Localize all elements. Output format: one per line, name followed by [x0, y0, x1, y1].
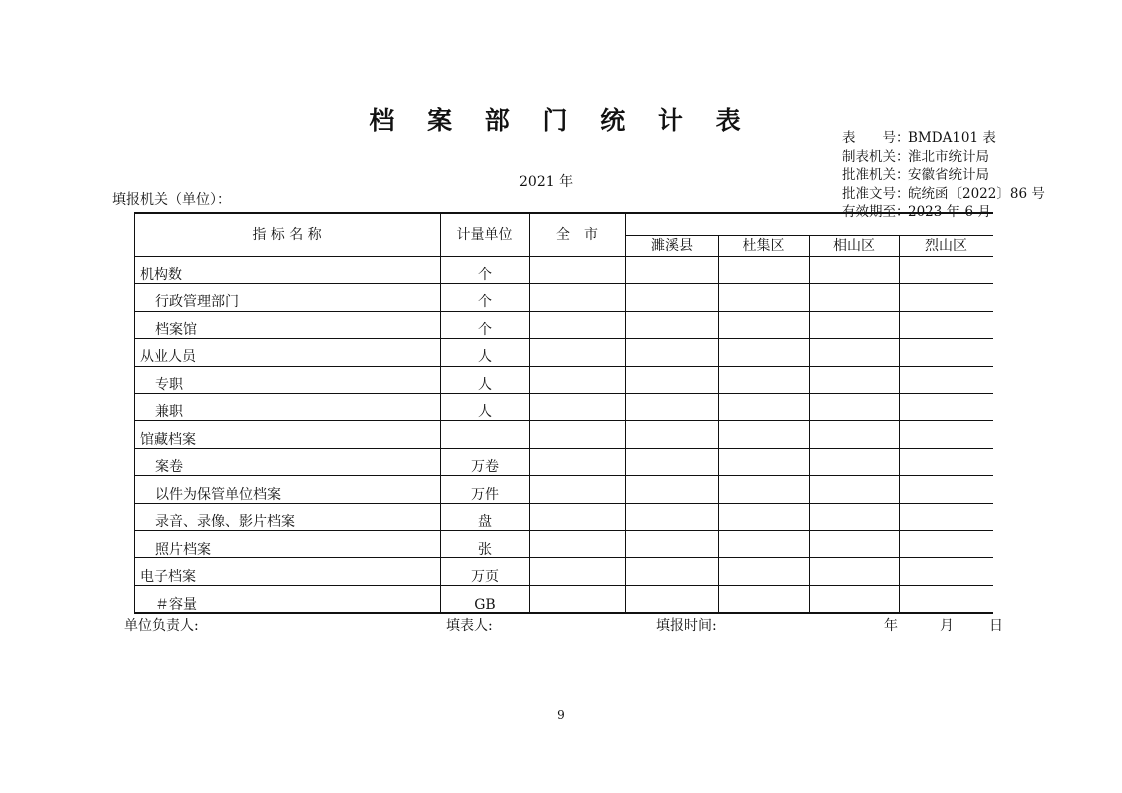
meta-label: 有效期至： [842, 204, 910, 220]
row-label: ＃容量 [155, 597, 197, 613]
header-district: 烈山区 [925, 238, 967, 254]
meta-value: 安徽省统计局 [908, 167, 989, 183]
meta-label: 批准机关： [842, 167, 910, 183]
meta-value: 皖统函〔2022〕86 号 [908, 185, 1045, 202]
row-divider [134, 311, 993, 312]
row-unit: 人 [478, 349, 492, 365]
meta-line-approver [842, 166, 1045, 185]
header-district: 杜集区 [742, 238, 785, 254]
row-unit: 万件 [471, 487, 499, 503]
row-label: 专职 [155, 377, 183, 393]
meta-value: 2023 年 6 月 [908, 204, 991, 220]
header-bottom-border [134, 256, 993, 257]
meta-label: 表 号： [842, 130, 910, 146]
row-unit: 人 [478, 404, 492, 420]
row-divider [134, 283, 993, 284]
statistics-table [134, 212, 993, 614]
report-year: 2021 年 [519, 174, 574, 190]
footer-month: 月 [940, 618, 954, 634]
footer-year: 年 [884, 618, 898, 634]
row-label: 档案馆 [155, 322, 197, 338]
row-unit: 万页 [471, 569, 499, 585]
row-unit: 个 [478, 267, 492, 283]
meta-value: 淮北市统计局 [908, 148, 989, 165]
row-unit: 万卷 [471, 459, 499, 475]
row-label: 录音、录像、影片档案 [155, 514, 295, 530]
row-label: 电子档案 [140, 569, 196, 585]
row-divider [134, 393, 993, 394]
header-district: 相山区 [833, 238, 875, 254]
meta-label: 制表机关： [842, 148, 910, 165]
header-unit: 计量单位 [456, 227, 513, 243]
table-top-border [134, 212, 993, 214]
footer-filler-label: 填表人: [446, 618, 493, 634]
row-label: 照片档案 [155, 542, 211, 558]
reporting-org-label: 填报机关（单位）： [112, 192, 231, 208]
table-bottom-border [134, 612, 993, 614]
column-divider [529, 212, 530, 614]
row-label: 兼职 [155, 404, 183, 420]
row-unit: 个 [478, 294, 492, 310]
row-label: 行政管理部门 [155, 294, 239, 310]
header-district: 濉溪县 [651, 238, 693, 254]
column-divider [625, 212, 626, 614]
meta-line-issuer [842, 148, 1045, 167]
row-divider [134, 585, 993, 586]
meta-line-form-no [842, 129, 1045, 148]
column-divider [134, 212, 135, 614]
row-unit: 盘 [478, 514, 492, 530]
row-divider [134, 475, 993, 476]
row-divider [134, 366, 993, 367]
row-label: 案卷 [155, 459, 183, 475]
row-label: 以件为保管单位档案 [155, 487, 281, 503]
row-label: 馆藏档案 [140, 432, 196, 448]
footer-day: 日 [989, 618, 1003, 634]
page-number: 9 [557, 708, 565, 722]
footer-time-label: 填报时间: [656, 618, 717, 634]
meta-line-approval-no [842, 185, 1045, 204]
row-label: 机构数 [140, 267, 182, 283]
column-divider [899, 235, 900, 614]
meta-value: BMDA101 表 [908, 130, 996, 146]
form-meta [842, 129, 1045, 222]
row-divider [134, 420, 993, 421]
meta-label: 批准文号： [842, 185, 910, 202]
row-divider [134, 448, 993, 449]
row-unit: GB [474, 597, 496, 613]
row-divider [134, 338, 993, 339]
header-city: 全 市 [556, 227, 598, 243]
column-divider [718, 235, 719, 614]
footer-head-label: 单位负责人: [124, 618, 199, 634]
row-unit: 人 [478, 377, 492, 393]
row-divider [134, 557, 993, 558]
header-indicator: 指 标 名 称 [252, 227, 322, 243]
row-label: 从业人员 [140, 349, 196, 365]
row-unit: 张 [478, 542, 492, 558]
page-title: 档 案 部 门 统 计 表 [369, 106, 753, 135]
row-unit: 个 [478, 322, 492, 338]
column-divider [809, 235, 810, 614]
